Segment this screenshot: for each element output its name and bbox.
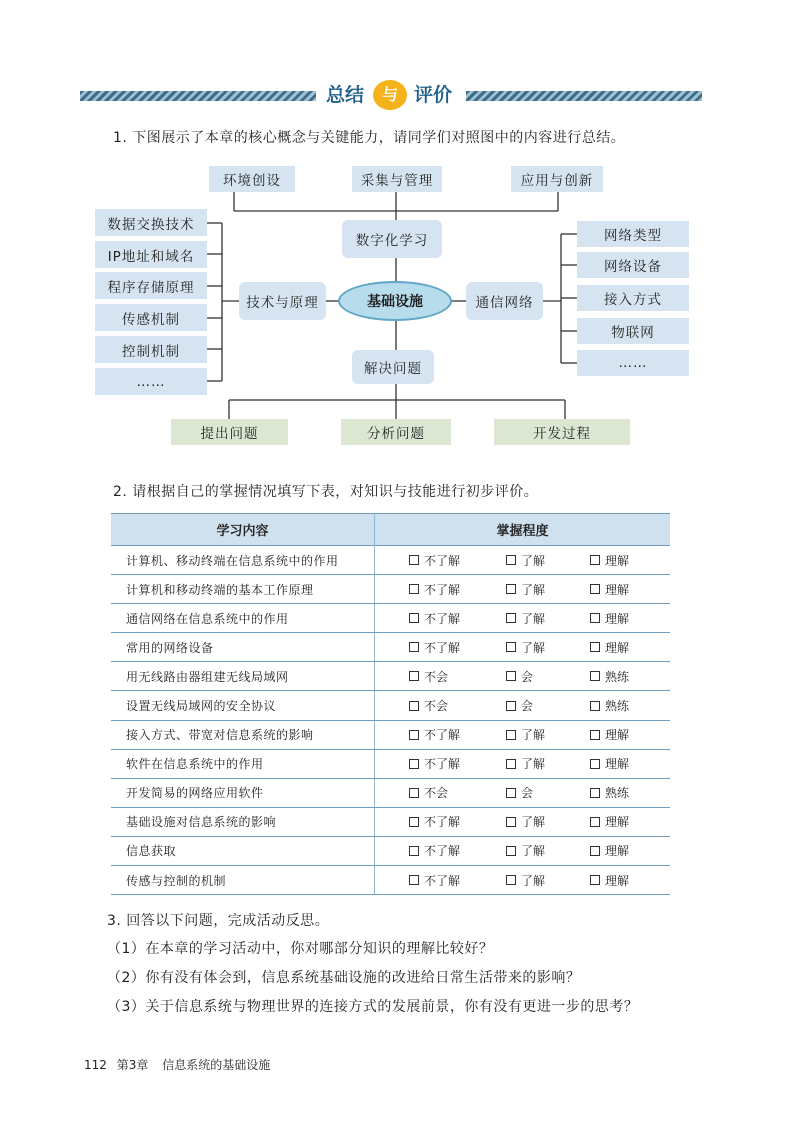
page-number: 112 [84,1058,107,1072]
mastery-option-label: 不了解 [424,757,461,772]
checkbox-icon[interactable] [506,555,516,565]
question-1: 1. 下图展示了本章的核心概念与关键能力，请同学们对照图中的内容进行总结。 [113,130,626,146]
checkbox-icon[interactable] [506,613,516,623]
checkbox-icon[interactable] [409,584,419,594]
diagram-left-item-5: 控制机制 [95,336,207,363]
table-row [111,720,670,749]
diagram-left-item-6: …… [95,368,207,395]
checkbox-icon[interactable] [409,701,419,711]
checkbox-icon[interactable] [590,730,600,740]
diagram-comm-network: 通信网络 [466,282,543,320]
checkbox-icon[interactable] [409,555,419,565]
question-2: 2. 请根据自己的掌握情况填写下表，对知识与技能进行初步评价。 [113,484,539,500]
footer-chapter: 第3章 [116,1058,149,1072]
table-cell-topic: 开发简易的网络应用软件 [111,778,375,807]
mastery-option-label: 理解 [605,640,630,655]
checkbox-icon[interactable] [506,730,516,740]
question-3-item-1: （1）在本章的学习活动中，你对哪部分知识的理解比较好？ [107,941,494,957]
mastery-option-label: 理解 [605,611,630,626]
checkbox-icon[interactable] [409,642,419,652]
mastery-option-label: 不会 [424,669,449,684]
checkbox-icon[interactable] [506,817,516,827]
diagram-top-box-1: 环境创设 [209,166,295,192]
diagram-solve-problem: 解决问题 [352,350,434,384]
table-row [111,778,670,807]
mastery-option[interactable] [409,813,506,830]
mastery-option[interactable] [409,755,506,772]
mastery-option-label: 理解 [605,844,630,859]
mastery-option-label: 不了解 [424,815,461,830]
question-3-item-2: （2）你有没有体会到，信息系统基础设施的改进给日常生活带来的影响？ [107,970,581,986]
mastery-option-label: 了解 [521,873,546,888]
mastery-option[interactable] [590,639,670,656]
mastery-option-label: 不会 [424,786,449,801]
mastery-option-label: 了解 [521,728,546,743]
table-cell-topic: 信息获取 [111,836,375,865]
mastery-option-label: 不了解 [424,844,461,859]
checkbox-icon[interactable] [409,788,419,798]
mastery-option[interactable] [506,581,590,598]
mastery-option-label: 理解 [605,582,630,597]
table-cell-options [375,749,671,778]
mastery-option[interactable] [506,813,590,830]
table-cell-topic: 常用的网络设备 [111,633,375,662]
mastery-option[interactable] [590,552,670,569]
table-cell-options [375,866,671,895]
table-cell-topic: 计算机、移动终端在信息系统中的作用 [111,546,375,575]
mastery-option[interactable] [506,697,590,714]
table-row [111,662,670,691]
mastery-option-label: 了解 [521,757,546,772]
checkbox-icon[interactable] [590,555,600,565]
table-row [111,749,670,778]
mastery-option[interactable] [590,726,670,743]
checkbox-icon[interactable] [590,875,600,885]
diagram-left-item-4: 传感机制 [95,304,207,331]
table-cell-options [375,836,671,865]
mastery-option-label: 了解 [521,815,546,830]
header-badge: 与 [373,80,407,110]
table-header-content: 学习内容 [111,514,375,546]
mastery-option-label: 理解 [605,553,630,568]
checkbox-icon[interactable] [409,817,419,827]
self-evaluation-table [111,513,670,895]
mastery-option-label: 理解 [605,757,630,772]
mastery-option-label: 熟练 [605,699,630,714]
checkbox-icon[interactable] [590,584,600,594]
checkbox-icon[interactable] [590,759,600,769]
mastery-option-label: 理解 [605,873,630,888]
question-3-item-3: （3）关于信息系统与物理世界的连接方式的发展前景，你有没有更进一步的思考？ [107,999,639,1015]
diagram-right-item-5: …… [577,350,689,376]
table-cell-options [375,807,671,836]
mastery-option-label: 会 [521,669,534,684]
diagram-left-item-3: 程序存储原理 [95,272,207,299]
mastery-option-label: 不了解 [424,582,461,597]
mastery-option[interactable] [590,784,670,801]
page-footer [84,1056,270,1073]
mastery-option-label: 理解 [605,728,630,743]
table-row [111,604,670,633]
table-cell-topic: 用无线路由器组建无线局域网 [111,662,375,691]
checkbox-icon[interactable] [590,817,600,827]
table-cell-options [375,546,671,575]
mastery-option-label: 会 [521,786,534,801]
table-cell-options [375,633,671,662]
checkbox-icon[interactable] [506,642,516,652]
table-cell-topic: 接入方式、带宽对信息系统的影响 [111,720,375,749]
mastery-option[interactable] [409,726,506,743]
mastery-option[interactable] [590,842,670,859]
table-row [111,866,670,895]
diagram-left-item-2: IP地址和域名 [95,241,207,268]
mastery-option[interactable] [409,697,506,714]
table-cell-options [375,691,671,720]
mastery-option-label: 熟练 [605,786,630,801]
mastery-option[interactable] [590,755,670,772]
table-header-row [111,514,670,546]
mastery-option-label: 会 [521,699,534,714]
checkbox-icon[interactable] [590,846,600,856]
mastery-option[interactable] [590,581,670,598]
mastery-option[interactable] [409,784,506,801]
mastery-option[interactable] [590,813,670,830]
checkbox-icon[interactable] [590,642,600,652]
table-row [111,575,670,604]
checkbox-icon[interactable] [409,846,419,856]
checkbox-icon[interactable] [506,846,516,856]
checkbox-icon[interactable] [590,613,600,623]
table-cell-options [375,575,671,604]
mastery-option[interactable] [506,726,590,743]
diagram-bottom-box-1: 提出问题 [171,419,288,445]
checkbox-icon[interactable] [409,671,419,681]
checkbox-icon[interactable] [590,671,600,681]
checkbox-icon[interactable] [409,875,419,885]
mastery-option[interactable] [409,552,506,569]
table-cell-topic: 软件在信息系统中的作用 [111,749,375,778]
mastery-option[interactable] [506,842,590,859]
mastery-option[interactable] [590,610,670,627]
table-row [111,807,670,836]
header-title-left: 总结 [326,84,365,106]
header-title-right: 评价 [414,84,453,106]
diagram-left-item-1: 数据交换技术 [95,209,207,236]
mastery-option-label: 不了解 [424,640,461,655]
checkbox-icon[interactable] [506,701,516,711]
mastery-option-label: 不会 [424,699,449,714]
table-cell-options [375,720,671,749]
mastery-option-label: 熟练 [605,669,630,684]
mastery-option[interactable] [409,581,506,598]
table-cell-topic: 传感与控制的机制 [111,866,375,895]
mastery-option-label: 了解 [521,553,546,568]
table-cell-topic: 通信网络在信息系统中的作用 [111,604,375,633]
mastery-option-label: 不了解 [424,611,461,626]
diagram-digital-learning: 数字化学习 [342,220,442,258]
diagram-top-box-3: 应用与创新 [511,166,603,192]
mastery-option[interactable] [506,610,590,627]
diagram-right-item-2: 网络设备 [577,252,689,278]
checkbox-icon[interactable] [409,613,419,623]
mastery-option-label: 了解 [521,611,546,626]
diagram-right-item-4: 物联网 [577,318,689,344]
mastery-option-label: 了解 [521,582,546,597]
diagram-top-box-2: 采集与管理 [352,166,442,192]
table-row [111,546,670,575]
checkbox-icon[interactable] [409,759,419,769]
table-cell-options [375,662,671,691]
mastery-option[interactable] [590,668,670,685]
mastery-option-label: 了解 [521,640,546,655]
table-cell-options [375,778,671,807]
mastery-option-label: 了解 [521,844,546,859]
table-cell-topic: 设置无线局域网的安全协议 [111,691,375,720]
mastery-option[interactable] [409,872,506,889]
mastery-option[interactable] [409,639,506,656]
checkbox-icon[interactable] [590,701,600,711]
diagram-center-ellipse: 基础设施 [338,281,452,321]
checkbox-icon[interactable] [590,788,600,798]
mastery-option[interactable] [409,842,506,859]
checkbox-icon[interactable] [409,730,419,740]
table-cell-topic: 基础设施对信息系统的影响 [111,807,375,836]
table-row [111,633,670,662]
question-3-title: 3. 回答以下问题，完成活动反思。 [107,913,330,929]
mastery-option-label: 理解 [605,815,630,830]
checkbox-icon[interactable] [506,584,516,594]
diagram-right-item-3: 接入方式 [577,285,689,311]
checkbox-icon[interactable] [506,788,516,798]
footer-chapter-title: 信息系统的基础设施 [162,1058,271,1072]
mastery-option[interactable] [409,668,506,685]
diagram-tech-principle: 技术与原理 [239,282,326,320]
mastery-option[interactable] [590,697,670,714]
mastery-option[interactable] [506,755,590,772]
mastery-option-label: 不了解 [424,873,461,888]
table-cell-options [375,604,671,633]
mastery-option[interactable] [506,668,590,685]
mastery-option[interactable] [506,639,590,656]
mastery-option-label: 不了解 [424,553,461,568]
mastery-option[interactable] [506,784,590,801]
mastery-option[interactable] [590,872,670,889]
table-row [111,691,670,720]
mastery-option-label: 不了解 [424,728,461,743]
checkbox-icon[interactable] [506,759,516,769]
diagram-right-item-1: 网络类型 [577,221,689,247]
checkbox-icon[interactable] [506,671,516,681]
diagram-bottom-box-2: 分析问题 [341,419,451,445]
mastery-option[interactable] [506,552,590,569]
mastery-option[interactable] [506,872,590,889]
checkbox-icon[interactable] [506,875,516,885]
table-row [111,836,670,865]
mastery-option[interactable] [409,610,506,627]
diagram-bottom-box-3: 开发过程 [494,419,630,445]
table-header-mastery: 掌握程度 [375,514,671,546]
table-cell-topic: 计算机和移动终端的基本工作原理 [111,575,375,604]
